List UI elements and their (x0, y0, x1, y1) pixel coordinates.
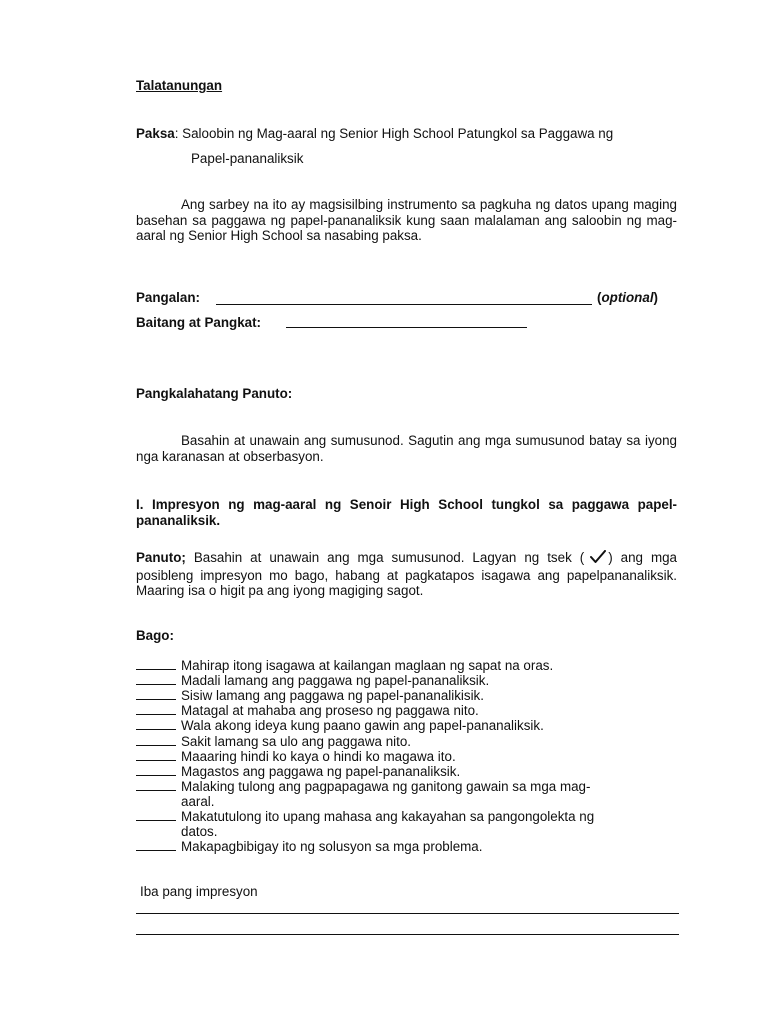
list-item: Makatutulong ito upang mahasa ang kakayahan sa pangongolekta ng (136, 809, 594, 824)
answer-blank[interactable] (136, 809, 176, 821)
list-item: Sakit lamang sa ulo ang paggawa nito. (136, 734, 411, 749)
list-item: Makapagbibigay ito ng solusyon sa mga problema. (136, 839, 482, 854)
general-text: Basahin at unawain ang sumusunod. Sagutin ang mga sumusunod batay sa iyong nga karanasan at obserbasyon. (136, 433, 677, 464)
section1-heading: I. Impresyon ng mag-aaral ng Senoir High School tungkol sa paggawa papel-pananaliksik. (136, 497, 677, 528)
name-label: Pangalan: (136, 290, 200, 305)
optional-note: (optional) (597, 290, 659, 305)
list-item: Mahirap itong isagawa at kailangan maglaan ng sapat na oras. (136, 658, 553, 673)
answer-line-1[interactable] (136, 913, 679, 914)
topic-label: Paksa (136, 126, 175, 141)
grade-field-line[interactable] (286, 327, 527, 328)
answer-blank[interactable] (136, 703, 176, 715)
answer-blank[interactable] (136, 688, 176, 700)
section1-instruction: Panuto; Basahin at unawain ang mga sumusunod. Lagyan ng tsek ( ) ang mga posibleng impresyon mo bago, habang at pagkatapos isagawa ang papelpananaliksik. Maaring isa o higit pa ang iyong magiging sagot. (136, 550, 677, 598)
list-item: Maaaring hindi ko kaya o hindi ko magawa ito. (136, 749, 456, 764)
answer-blank[interactable] (136, 658, 176, 670)
bago-heading: Bago: (136, 628, 174, 643)
instruction-label: Panuto; (136, 550, 186, 565)
topic-text-line1: : Saloobin ng Mag-aaral ng Senior High School Patungkol sa Paggawa ng (174, 126, 614, 141)
list-item-continuation: datos. (181, 824, 218, 839)
document-title: Talatanungan (136, 78, 223, 93)
intro-text: Ang sarbey na ito ay magsisilbing instrumento sa pagkuha ng datos upang maging basehan sa paggawa ng papel-pananaliksik kung saan malalaman ang saloobin ng mag-aaral ng Senior High School sa nasabing paksa. (136, 197, 677, 243)
general-heading: Pangkalahatang Panuto: (136, 386, 293, 401)
list-item: Malaking tulong ang pagpapagawa ng ganitong gawain sa mga mag- (136, 779, 590, 794)
list-item: Sisiw lamang ang paggawa ng papel-pananalikisik. (136, 688, 484, 703)
list-item: Madali lamang ang paggawa ng papel-pananaliksik. (136, 673, 489, 688)
grade-label: Baitang at Pangkat: (136, 315, 262, 330)
list-item: Magastos ang paggawa ng papel-pananaliksik. (136, 764, 460, 779)
answer-blank[interactable] (136, 673, 176, 685)
checkmark-icon (590, 550, 606, 568)
list-item: Matagal at mahaba ang proseso ng paggawa nito. (136, 703, 479, 718)
name-field-row (136, 290, 200, 305)
list-item-continuation: aaral. (181, 794, 215, 809)
answer-line-2[interactable] (136, 934, 679, 935)
answer-blank[interactable] (136, 718, 176, 730)
answer-blank[interactable] (136, 839, 176, 851)
name-field-line[interactable] (216, 304, 592, 305)
answer-blank[interactable] (136, 764, 176, 776)
intro-paragraph (136, 197, 677, 244)
optional-text: optional (601, 290, 654, 305)
other-impressions-label: Iba pang impresyon (140, 884, 258, 899)
topic-text-line2: Papel-pananaliksik (191, 151, 304, 166)
topic-line1 (136, 126, 613, 141)
answer-blank[interactable] (136, 749, 176, 761)
answer-blank[interactable] (136, 734, 176, 746)
list-item: Wala akong ideya kung paano gawin ang papel-pananaliksik. (136, 718, 544, 733)
answer-blank[interactable] (136, 779, 176, 791)
general-paragraph (136, 433, 677, 464)
